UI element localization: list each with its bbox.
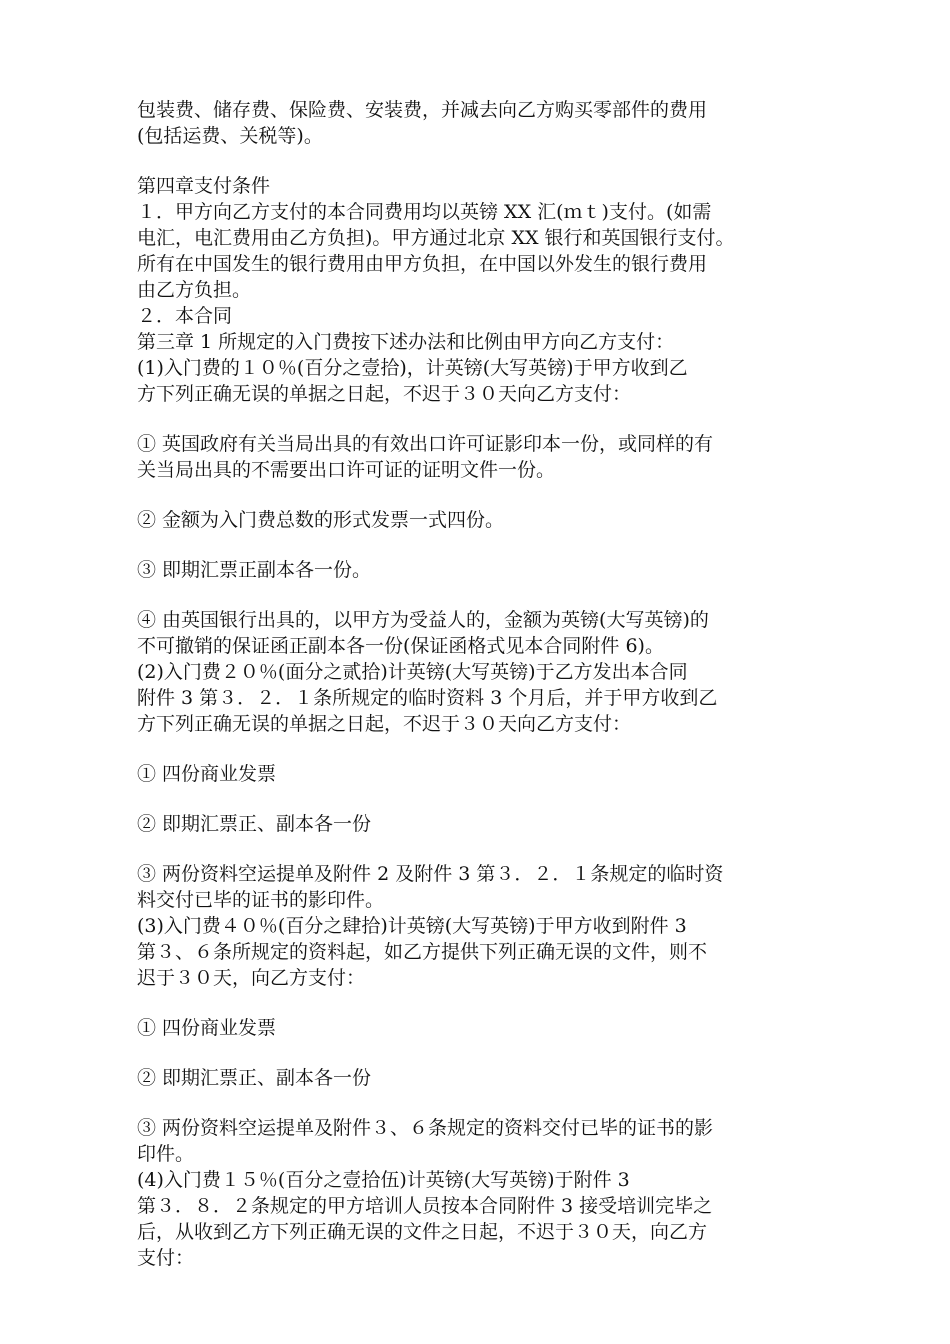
paragraph-gap <box>137 483 827 507</box>
paragraph-gap <box>137 407 827 431</box>
text-line: (1)入门费的１０％(百分之壹拾)，计英镑(大写英镑)于甲方收到乙 <box>137 357 688 379</box>
text-line: ① 英国政府有关当局出具的有效出口许可证影印本一份，或同样的有 <box>137 433 714 455</box>
text-line: 不可撤销的保证函正副本各一份(保证函格式见本合同附件 6)。 <box>137 635 664 657</box>
text-line: 料交付已毕的证书的影印件。 <box>137 889 385 911</box>
text-line: ２．本合同 <box>137 305 233 327</box>
text-line: (包括运费、关税等)。 <box>137 125 323 147</box>
text-line: 后，从收到乙方下列正确无误的文件之日起，不迟于３０天，向乙方 <box>137 1221 708 1243</box>
text-line: 电汇，电汇费用由乙方负担)。甲方通过北京 XX 银行和英国银行支付。 <box>137 227 735 249</box>
text-line: ③ 即期汇票正副本各一份。 <box>137 559 372 581</box>
text-line: (3)入门费４０％(百分之肆拾)计英镑(大写英镑)于甲方收到附件 3 <box>137 915 687 937</box>
text-line: ③ 两份资料空运提单及附件 2 及附件 3 第３．２．１条规定的临时资 <box>137 863 724 885</box>
paragraph-gap <box>137 583 827 607</box>
text-line: 由乙方负担。 <box>137 279 252 301</box>
text-line: 第３．８．２条规定的甲方培训人员按本合同附件 3 接受培训完毕之 <box>137 1195 713 1217</box>
document-body <box>137 97 827 1271</box>
paragraph-gap <box>137 991 827 1015</box>
text-line: ③ 两份资料空运提单及附件３、６条规定的资料交付已毕的证书的影 <box>137 1117 714 1139</box>
text-line: ② 即期汇票正、副本各一份 <box>137 1067 372 1089</box>
text-line: (4)入门费１５％(百分之壹拾伍)计英镑(大写英镑)于附件 3 <box>137 1169 630 1191</box>
text-line: 所有在中国发生的银行费用由甲方负担，在中国以外发生的银行费用 <box>137 253 708 275</box>
text-line: 支付： <box>137 1247 195 1269</box>
paragraph-gap <box>137 149 827 173</box>
text-line: 附件 3 第３．２．１条所规定的临时资料 3 个月后，并于甲方收到乙 <box>137 687 718 709</box>
text-line: 方下列正确无误的单据之日起，不迟于３０天向乙方支付： <box>137 383 632 405</box>
paragraph-gap <box>137 1041 827 1065</box>
text-line: 包装费、储存费、保险费、安装费，并减去向乙方购买零部件的费用 <box>137 99 708 121</box>
text-line: ④ 由英国银行出具的，以甲方为受益人的，金额为英镑(大写英镑)的 <box>137 609 709 631</box>
paragraph-gap <box>137 1091 827 1115</box>
text-line: 印件。 <box>137 1143 195 1165</box>
text-line: 第三章 1 所规定的入门费按下述办法和比例由甲方向乙方支付： <box>137 331 675 353</box>
paragraph-gap <box>137 787 827 811</box>
text-line: 关当局出具的不需要出口许可证的证明文件一份。 <box>137 459 556 481</box>
text-line: (2)入门费２０％(面分之贰拾)计英镑(大写英镑)于乙方发出本合同 <box>137 661 688 683</box>
text-line: ② 即期汇票正、副本各一份 <box>137 813 372 835</box>
paragraph-gap <box>137 533 827 557</box>
paragraph-gap <box>137 737 827 761</box>
text-line: ① 四份商业发票 <box>137 763 277 785</box>
text-line: 方下列正确无误的单据之日起，不迟于３０天向乙方支付： <box>137 713 632 735</box>
text-line: １．甲方向乙方支付的本合同费用均以英镑 XX 汇(ｍｔ)支付。(如需 <box>137 201 712 223</box>
paragraph-gap <box>137 837 827 861</box>
text-line: 第３、６条所规定的资料起，如乙方提供下列正确无误的文件，则不 <box>137 941 708 963</box>
text-line: 第四章支付条件 <box>137 175 271 197</box>
text-line: 迟于３０天，向乙方支付： <box>137 967 366 989</box>
text-line: ① 四份商业发票 <box>137 1017 277 1039</box>
text-line: ② 金额为入门费总数的形式发票一式四份。 <box>137 509 505 531</box>
